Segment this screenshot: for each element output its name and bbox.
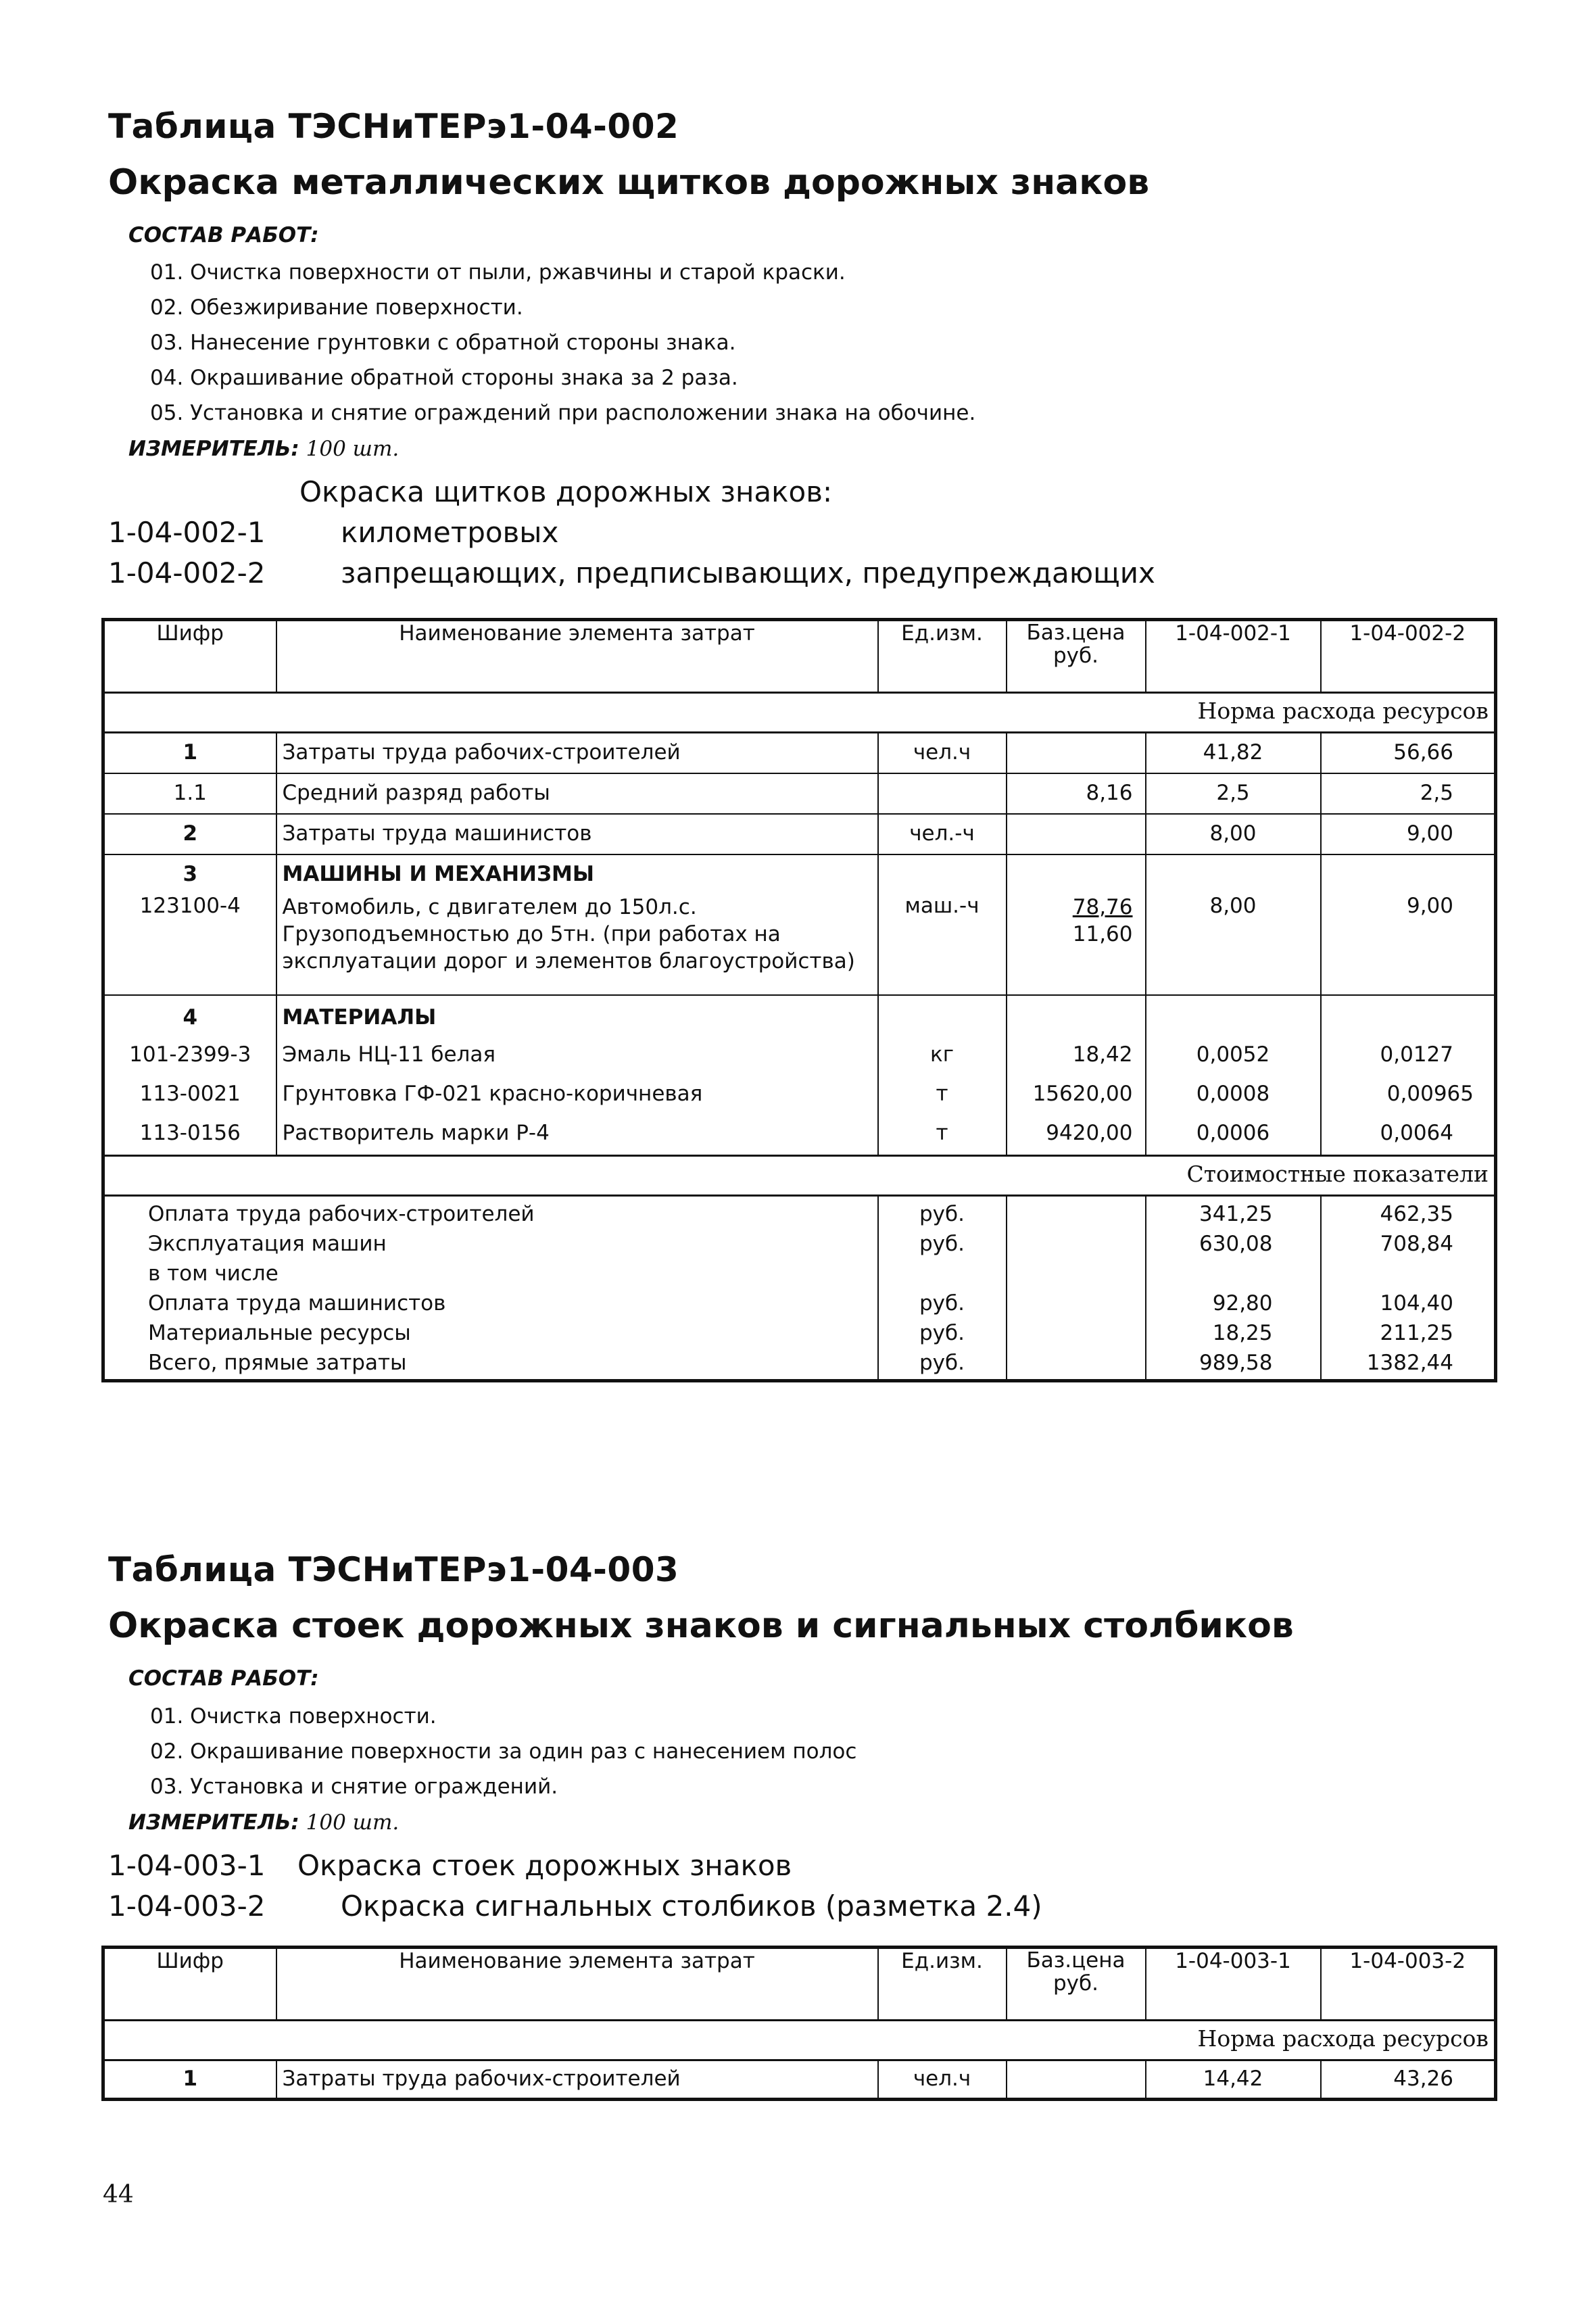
table2-title: Таблица ТЭСНиТЕРэ1-04-003 <box>108 1550 679 1589</box>
meter-value: 100 шт. <box>306 437 400 461</box>
meter-label: ИЗМЕРИТЕЛЬ: <box>128 437 299 461</box>
cost-caption-row <box>103 1156 1496 1196</box>
table1-meter <box>128 437 399 461</box>
code: 1-04-003-1 <box>108 1849 266 1882</box>
resource-table-2 <box>101 1946 1497 2101</box>
norm-caption-row: Норма расхода ресурсов <box>103 2021 1496 2060</box>
cost-caption: Стоимостные показатели <box>103 1156 1496 1196</box>
table-row: 2 Затраты труда машинистов чел.-ч 8,00 9,00 <box>103 814 1496 854</box>
header-cipher: Шифр <box>103 620 276 693</box>
code-desc: Окраска стоек дорожных знаков <box>297 1849 792 1882</box>
table1-step: 01. Очистка поверхности от пыли, ржавчины и старой краски. <box>150 260 846 285</box>
table-row: 1 Затраты труда рабочих-строителей чел.ч 41,82 56,66 <box>103 733 1496 773</box>
code: 1-04-002-1 <box>108 516 266 549</box>
code-desc: Окраска сигнальных столбиков (разметка 2.4) <box>341 1889 1042 1923</box>
table-row: 3 МАШИНЫ И МЕХАНИЗМЫ <box>103 854 1496 894</box>
code: 1-04-003-2 <box>108 1889 266 1923</box>
table1-title: Таблица ТЭСНиТЕРэ1-04-002 <box>108 107 679 146</box>
table2-code-line <box>108 1849 792 1882</box>
code-desc: километровых <box>341 516 559 549</box>
norm-caption-row <box>103 693 1496 733</box>
table-row: 113-0021 Грунтовка ГФ-021 красно-коричневая т 15620,00 0,0008 0,00965 <box>103 1076 1496 1115</box>
page-number: 44 <box>103 2181 134 2209</box>
norm-caption: Норма расхода ресурсов <box>103 693 1496 733</box>
table-row: 1.1 Средний разряд работы 8,16 2,5 2,5 <box>103 773 1496 814</box>
table1-group-heading: Окраска щитков дорожных знаков: <box>299 475 833 508</box>
table-row: 123100-4 Автомобиль, с двигателем до 150л.с. Грузоподъемностью до 5тн. (при работах на эксплуатации дорог и элементов благоустройства) маш.-ч 78,76 11,60 8,00 9,00 <box>103 894 1496 995</box>
code: 1-04-002-2 <box>108 556 266 589</box>
table1-step: 02. Обезжиривание поверхности. <box>150 295 523 320</box>
table1-code-line <box>108 556 1155 589</box>
table2-step: 03. Установка и снятие ограждений. <box>150 1775 558 1799</box>
meter-label: ИЗМЕРИТЕЛЬ: <box>128 1810 299 1835</box>
table2-step: 01. Очистка поверхности. <box>150 1704 437 1729</box>
table1-step: 03. Нанесение грунтовки с обратной стороны знака. <box>150 331 736 355</box>
table1-composition-heading: СОСТАВ РАБОТ: <box>128 223 319 247</box>
table-header <box>103 620 1496 693</box>
cost-rows: Оплата труда рабочих-строителей Эксплуатация машин в том числе Оплата труда машинистов Материальные ресурсы Всего, прямые затраты руб. руб. руб. руб. руб. 341,25 630,08 92,80 18,25 989,58 462,35 708,84 104,40 211,25 1382,44 <box>103 1196 1496 1381</box>
table2-subtitle: Окраска стоек дорожных знаков и сигнальных столбиков <box>108 1606 1294 1646</box>
table1-step: 05. Установка и снятие ограждений при расположении знака на обочине. <box>150 401 976 425</box>
table1-step: 04. Окрашивание обратной стороны знака за 2 раза. <box>150 366 738 390</box>
table-header: Шифр Наименование элемента затрат Ед.изм. Баз.цена руб. 1-04-003-1 1-04-003-2 <box>103 1948 1496 2021</box>
header-name: Наименование элемента затрат <box>276 620 878 693</box>
table1-code-line <box>108 516 558 549</box>
code-desc: запрещающих, предписывающих, предупреждающих <box>341 556 1155 589</box>
table1-subtitle: Окраска металлических щитков дорожных знаков <box>108 162 1150 203</box>
table2-composition-heading: СОСТАВ РАБОТ: <box>128 1666 319 1691</box>
table-row: 1 Затраты труда рабочих-строителей чел.ч 14,42 43,26 <box>103 2060 1496 2100</box>
table-row: 101-2399-3 Эмаль НЦ-11 белая кг 18,42 0,0052 0,0127 <box>103 1037 1496 1076</box>
table2-step: 02. Окрашивание поверхности за один раз с нанесением полос <box>150 1739 857 1764</box>
header-col1: 1-04-002-1 <box>1146 620 1321 693</box>
resource-table-1 <box>101 618 1497 1382</box>
header-base-price: Баз.цена руб. <box>1007 620 1146 693</box>
table2-meter <box>128 1810 399 1835</box>
meter-value: 100 шт. <box>306 1810 400 1835</box>
table-row: 113-0156 Растворитель марки Р-4 т 9420,00 0,0006 0,0064 <box>103 1115 1496 1156</box>
table2-code-line <box>108 1889 1042 1923</box>
header-unit: Ед.изм. <box>878 620 1007 693</box>
header-col2: 1-04-002-2 <box>1321 620 1496 693</box>
table-row: 4 МАТЕРИАЛЫ <box>103 995 1496 1037</box>
